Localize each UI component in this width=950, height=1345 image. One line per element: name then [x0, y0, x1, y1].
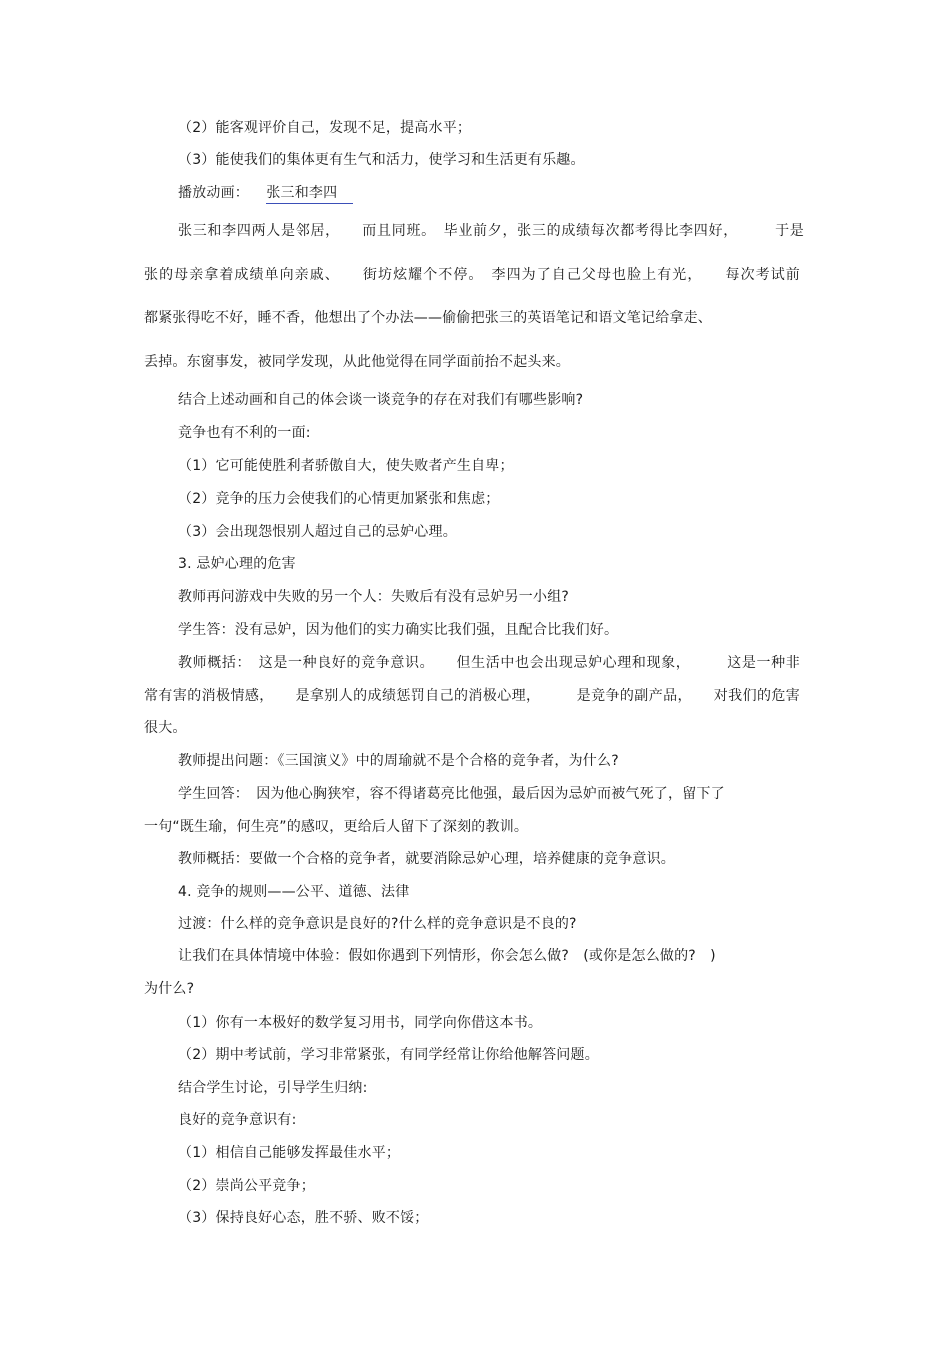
- paragraph: 教师提出问题：《三国演义》中的周瑜就不是个合格的竞争者，为什么?: [178, 753, 619, 769]
- paragraph: 教师概括： 这是一种良好的竞争意识。 但生活中也会出现忌妒心理和现象， 这是一种非: [178, 655, 800, 671]
- paragraph: 都紧张得吃不好，睡不香，他想出了个办法——偷偷把张三的英语笔记和语文笔记给拿走、: [144, 310, 712, 326]
- paragraph: 张三和李四两人是邻居， 而且同班。 毕业前夕，张三的成绩每次都考得比李四好， 于是: [178, 223, 804, 239]
- paragraph: （2）能客观评价自己，发现不足，提高水平；: [178, 120, 472, 136]
- paragraph: 张的母亲拿着成绩单向亲戚、 街坊炫耀个不停。 李四为了自己父母也脸上有光， 每次考试前: [144, 267, 800, 283]
- paragraph: 很大。: [144, 720, 187, 736]
- animation-label: 播放动画：: [178, 185, 249, 201]
- paragraph: 结合上述动画和自己的体会谈一谈竞争的存在对我们有哪些影响?: [178, 392, 584, 408]
- paragraph: 丢掉。东窗事发，被同学发现，从此他觉得在同学面前抬不起头来。: [144, 354, 570, 370]
- paragraph: （3）能使我们的集体更有生气和活力，使学习和生活更有乐趣。: [178, 152, 585, 168]
- paragraph: 学生回答： 因为他心胸狭窄，容不得诸葛亮比他强，最后因为忌妒而被气死了，留下了: [178, 786, 725, 802]
- paragraph: 常有害的消极情感， 是拿别人的成绩惩罚自己的消极心理， 是竞争的副产品， 对我们的危害: [144, 688, 800, 704]
- paragraph: 让我们在具体情境中体验：假如你遇到下列情形，你会怎么做? (或你是怎么做的? ): [178, 948, 716, 964]
- list-item: （3）保持良好心态，胜不骄、败不馁；: [178, 1210, 429, 1226]
- list-item: （2）期中考试前，学习非常紧张，有同学经常让你给他解答问题。: [178, 1047, 599, 1063]
- paragraph: 为什么?: [144, 981, 195, 997]
- section-heading: 3. 忌妒心理的危害: [178, 556, 296, 572]
- paragraph: 良好的竞争意识有:: [178, 1112, 297, 1128]
- section-heading: 4. 竞争的规则——公平、道德、法律: [178, 884, 410, 900]
- list-item: （1）你有一本极好的数学复习用书，同学向你借这本书。: [178, 1015, 543, 1031]
- paragraph: 结合学生讨论，引导学生归纳:: [178, 1080, 368, 1096]
- paragraph: 学生答：没有忌妒，因为他们的实力确实比我们强，且配合比我们好。: [178, 622, 619, 638]
- paragraph: 竞争也有不利的一面:: [178, 425, 311, 441]
- list-item: （2）崇尚公平竞争；: [178, 1178, 315, 1194]
- list-item: （1）相信自己能够发挥最佳水平；: [178, 1145, 401, 1161]
- list-item: （3）会出现怨恨别人超过自己的忌妒心理。: [178, 524, 457, 540]
- list-item: （1）它可能使胜利者骄傲自大，使失败者产生自卑；: [178, 458, 514, 474]
- animation-line: [178, 183, 353, 203]
- paragraph: 教师再问游戏中失败的另一个人：失败后有没有忌妒另一小组?: [178, 589, 570, 605]
- paragraph: 过渡：什么样的竞争意识是良好的?什么样的竞争意识是不良的?: [178, 916, 577, 932]
- animation-link[interactable]: 张三和李四: [266, 185, 353, 204]
- list-item: （2）竞争的压力会使我们的心情更加紧张和焦虑；: [178, 491, 500, 507]
- paragraph: 教师概括：要做一个合格的竞争者，就要消除忌妒心理，培养健康的竞争意识。: [178, 851, 675, 867]
- paragraph: 一句“既生瑜，何生亮”的感叹，更给后人留下了深刻的教训。: [144, 819, 529, 835]
